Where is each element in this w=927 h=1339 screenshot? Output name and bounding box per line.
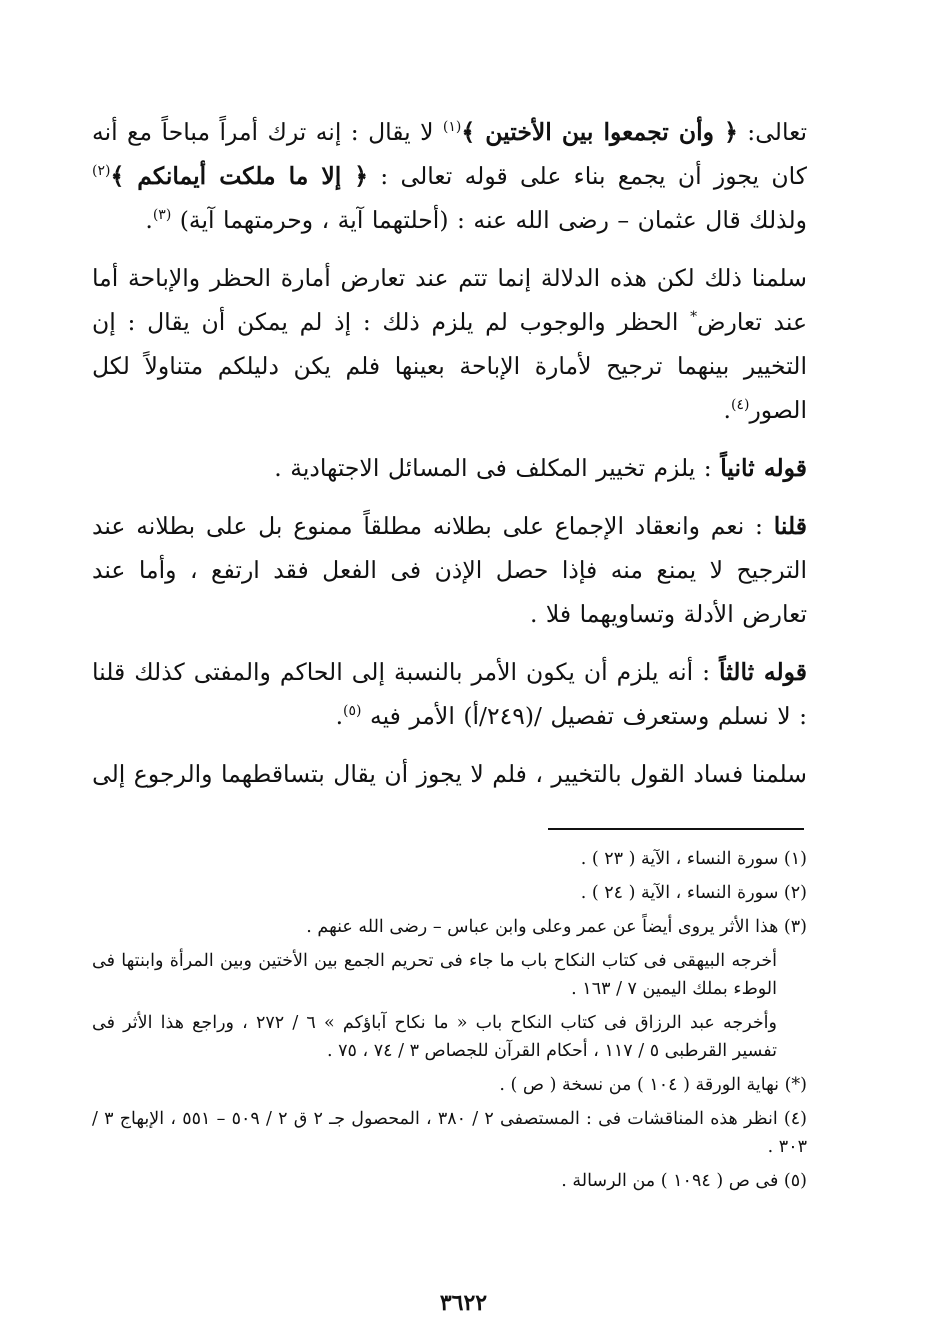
text-run: سلمنا فساد القول بالتخيير ، فلم لا يجوز أن يقال بتساقطهما والرجوع إلى [92, 760, 807, 788]
text-run: . [723, 396, 731, 424]
footnote: (٥) فى ص ( ١٠٩٤ ) من الرسالة . [561, 1171, 807, 1191]
paragraph [92, 752, 807, 796]
footnotes [92, 845, 807, 1201]
paragraph [92, 110, 807, 242]
footnote-ref: (٣) [152, 207, 172, 224]
footnote-ref: (٥) [343, 703, 362, 720]
section-lead: قلنا [773, 512, 807, 540]
footnote: (٢) سورة النساء ، الآية ( ٢٤ ) . [580, 883, 807, 903]
text-run: ولذلك قال عثمان – رضى الله عنه : (أحلتهما آية ، وحرمتهما آية) [171, 206, 807, 234]
paragraph [92, 504, 807, 636]
text-run: : يلزم تخيير المكلف فى المسائل الاجتهادية . [274, 454, 721, 482]
footnote-ref: (١) [442, 119, 462, 136]
main-text [92, 110, 807, 810]
text-run: : نعم وانعقاد الإجماع على بطلانه مطلقاً ممنوع بل على بطلانه عند الترجيح لا يمنع منه فإذا حصل الإذن فى الفعل فقد ارتفع ، وأما عند تعارض الأدلة وتساويهما فلا . [92, 512, 807, 628]
paragraph [92, 650, 807, 738]
footnote: (*) نهاية الورقة ( ١٠٤ ) من نسخة ( ص ) . [499, 1075, 807, 1095]
text-run: لا يقال : إنه ترك أمراً مباحاً مع أنه كان يجوز أن يجمع بناء على قوله تعالى : [92, 118, 807, 190]
footnote-continuation: أخرجه البيهقى فى كتاب النكاح باب ما جاء فى تحريم الجمع بين الأختين وبين المرأة وابنتها فى الوطء بملك اليمين ٧ / ١٦٣ . [92, 951, 777, 999]
quran-verse: ﴿ وأن تجمعوا بين الأختين ﴾ [461, 118, 738, 146]
footnote: (٣) هذا الأثر يروى أيضاً عن عمر وعلى وابن عباس – رضى الله عنهم . [306, 917, 807, 937]
section-lead: قوله ثانياً [720, 454, 807, 482]
text-run: : أنه يلزم أن يكون الأمر بالنسبة إلى الحاكم والمفتى كذلك قلنا : لا نسلم وستعرف تفصيل /(٢٤٩/أ) الأمر فيه [92, 658, 807, 730]
footnote: (١) سورة النساء ، الآية ( ٢٣ ) . [580, 849, 807, 869]
text-run: سلمنا ذلك لكن هذه الدلالة إنما تتم عند تعارض أمارة الحظر والإباحة أما عند تعارض [92, 264, 808, 336]
paragraph [92, 256, 807, 432]
footnote-ref: (٢) [92, 163, 111, 180]
footnote-continuation: وأخرجه عبد الرزاق فى كتاب النكاح باب « ما نكاح آباؤكم » ٦ / ٢٧٢ ، وراجع هذا الأثر فى تفسير القرطبى ٥ / ١١٧ ، أحكام القرآن للجصاص ٣ / ٧٤ ، ٧٥ . [92, 1013, 777, 1061]
text-run: الحظر والوجوب لم يلزم ذلك : إذ لم يمكن أن يقال : إن التخيير بينهما ترجيح لأمارة الإباحة بعينها فلم يكن دليلكم متناولاً لكل الصور [92, 308, 807, 424]
section-lead: قوله ثالثاً [719, 658, 807, 686]
text-run: . [145, 206, 153, 234]
page-number: ٣٦٢٢ [439, 1290, 488, 1316]
footnote-divider [548, 828, 804, 830]
text-run: . [335, 702, 344, 730]
footnote-ref: (٤) [730, 397, 750, 414]
text-run: تعالى: [737, 118, 807, 146]
paragraph [92, 446, 807, 490]
footnote: (٤) انظر هذه المناقشات فى : المستصفى ٢ / ٣٨٠ ، المحصول جـ ٢ ق ٢ / ٥٠٩ – ٥٥١ ، الإبهاج ٣ / ٣٠٣ . [92, 1109, 807, 1157]
quran-verse: ﴿ إلا ما ملكت أيمانكم ﴾ [110, 162, 369, 190]
folio-marker: * [690, 309, 698, 326]
